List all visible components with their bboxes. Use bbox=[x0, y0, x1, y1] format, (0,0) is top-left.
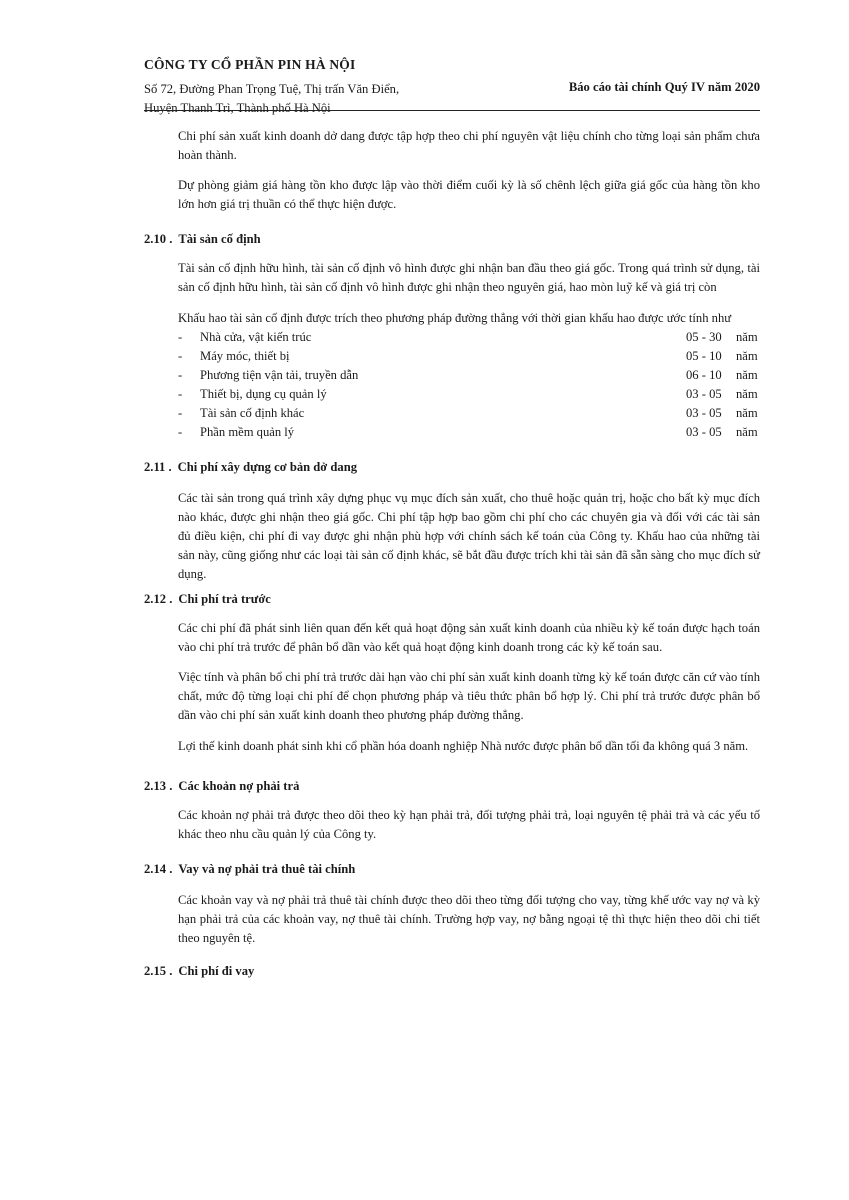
section-number: 2.15 . bbox=[144, 964, 173, 978]
depreciation-row bbox=[178, 347, 760, 366]
address-line-2: Huyện Thanh Trì, Thành phố Hà Nội bbox=[144, 101, 331, 115]
header-divider bbox=[144, 110, 760, 111]
report-title: Báo cáo tài chính Quý IV năm 2020 bbox=[568, 80, 760, 94]
useful-life-range: 03 - 05 bbox=[686, 406, 722, 420]
depreciation-row bbox=[178, 328, 760, 347]
depreciation-row bbox=[178, 404, 760, 423]
useful-life-range: 05 - 10 bbox=[686, 349, 722, 363]
useful-life-range: 03 - 05 bbox=[686, 425, 722, 439]
asset-category: Thiết bị, dụng cụ quản lý bbox=[200, 387, 327, 401]
paragraph-depreciation-intro: Khấu hao tài sản cố định được trích theo phương pháp đường thẳng với thời gian khấu hao được ước tính như bbox=[178, 311, 732, 325]
section-title: Chi phí đi vay bbox=[178, 964, 255, 978]
useful-life-unit: năm bbox=[736, 387, 758, 401]
useful-life-unit: năm bbox=[736, 330, 758, 344]
paragraph-prepaid-expenses: Các chi phí đã phát sinh liên quan đến kết quả hoạt động sản xuất kinh doanh của nhiều kỳ kế toán được hạch toán vào chi phí trả trước để phân bổ dần vào kết quả hoạt động kinh doanh trong các kỳ kế toán sau. bbox=[178, 621, 760, 654]
section-title: Các khoản nợ phải trả bbox=[178, 779, 300, 793]
depreciation-row bbox=[178, 366, 760, 385]
paragraph-loans-leases: Các khoản vay và nợ phải trả thuê tài chính được theo dõi theo từng đối tượng cho vay, từng khế ước vay nợ và kỳ hạn phải trả của các khoản vay, nợ thuê tài chính. Trường hợp vay, nợ bằng ngoại tệ thì thực hiện theo dõi chi tiết theo nguyên tệ. bbox=[178, 893, 760, 945]
address-line-1: Số 72, Đường Phan Trọng Tuệ, Thị trấn Văn Điển, bbox=[144, 82, 400, 96]
paragraph-goodwill: Lợi thế kinh doanh phát sinh khi cổ phần hóa doanh nghiệp Nhà nước được phân bổ dần tối đa không quá 3 năm. bbox=[178, 739, 749, 753]
asset-category: Nhà cửa, vật kiến trúc bbox=[200, 330, 312, 344]
useful-life-unit: năm bbox=[736, 425, 758, 439]
paragraph-payables: Các khoản nợ phải trả được theo dõi theo kỳ hạn phải trả, đối tượng phải trả, loại nguyên tệ phải trả và các yếu tố khác theo nhu cầu quản lý của Công ty. bbox=[178, 808, 760, 841]
section-number: 2.10 . bbox=[144, 232, 173, 246]
company-name: CÔNG TY CỔ PHẦN PIN HÀ NỘI bbox=[144, 57, 356, 72]
section-number: 2.12 . bbox=[144, 592, 173, 606]
useful-life-unit: năm bbox=[736, 349, 758, 363]
list-bullet: - bbox=[178, 406, 183, 420]
useful-life-range: 06 - 10 bbox=[686, 368, 722, 382]
useful-life-range: 03 - 05 bbox=[686, 387, 722, 401]
list-bullet: - bbox=[178, 330, 183, 344]
asset-category: Phần mềm quản lý bbox=[200, 425, 295, 439]
useful-life-unit: năm bbox=[736, 406, 758, 420]
section-heading-2-11 bbox=[144, 458, 357, 477]
section-title: Chi phí xây dựng cơ bản dở dang bbox=[177, 460, 358, 474]
list-bullet: - bbox=[178, 387, 183, 401]
paragraph-inventory-provision: Dự phòng giảm giá hàng tồn kho được lập vào thời điểm cuối kỳ là số chênh lệch giữa giá gốc của hàng tồn kho lớn hơn giá trị thuần có thể thực hiện được. bbox=[178, 178, 760, 211]
section-heading-2-14 bbox=[144, 860, 355, 879]
list-bullet: - bbox=[178, 368, 183, 382]
page-header bbox=[144, 55, 760, 118]
section-heading-2-10 bbox=[144, 230, 261, 249]
section-number: 2.13 . bbox=[144, 779, 173, 793]
section-title: Vay và nợ phải trả thuê tài chính bbox=[178, 862, 356, 876]
asset-category: Phương tiện vận tải, truyền dẫn bbox=[200, 368, 359, 382]
useful-life-range: 05 - 30 bbox=[686, 330, 722, 344]
paragraph-wip-costs: Chi phí sản xuất kinh doanh dở dang được tập hợp theo chi phí nguyên vật liệu chính cho từng loại sản phẩm chưa hoàn thành. bbox=[178, 129, 760, 162]
asset-category: Máy móc, thiết bị bbox=[200, 349, 290, 363]
section-heading-2-13 bbox=[144, 777, 299, 796]
depreciation-row bbox=[178, 385, 760, 404]
section-heading-2-15 bbox=[144, 962, 254, 981]
paragraph-prepaid-allocation: Việc tính và phân bổ chi phí trả trước dài hạn vào chi phí sản xuất kinh doanh từng kỳ kế toán được căn cứ vào tính chất, mức độ từng loại chi phí để chọn phương pháp và tiêu thức phân bổ hợp lý. Chi phí trả trước được phân bổ dần vào chi phí sản xuất kinh doanh theo phương pháp đường thẳng. bbox=[178, 670, 760, 722]
paragraph-fixed-assets: Tài sản cố định hữu hình, tài sản cố định vô hình được ghi nhận ban đầu theo giá gốc. Trong quá trình sử dụng, tài sản cố định hữu hình, tài sản cố định vô hình được ghi nhận theo nguyên giá, hao mòn luỹ kế và giá trị còn bbox=[178, 261, 760, 294]
section-title: Chi phí trả trước bbox=[178, 592, 271, 606]
paragraph-construction-in-progress: Các tài sản trong quá trình xây dựng phục vụ mục đích sản xuất, cho thuê hoặc quản trị, hoặc cho bất kỳ mục đích nào khác, được ghi nhận theo giá gốc. Chi phí tập hợp bao gồm chi phí cho các chuyên gia và đối với các tài sản đủ điều kiện, chi phí đi vay được ghi nhận phù hợp với chính sách kế toán của Công ty. Khấu hao của những tài sản này, cũng giống như các loại tài sản cố định khác, sẽ bắt đầu được trích khi tài sản đã sẵn sàng cho mục đích sử dụng. bbox=[178, 491, 760, 581]
useful-life-unit: năm bbox=[736, 368, 758, 382]
list-bullet: - bbox=[178, 425, 183, 439]
section-number: 2.11 . bbox=[144, 460, 172, 474]
depreciation-row bbox=[178, 423, 760, 442]
section-number: 2.14 . bbox=[144, 862, 173, 876]
section-heading-2-12 bbox=[144, 590, 271, 609]
section-title: Tài sản cố định bbox=[178, 232, 261, 246]
list-bullet: - bbox=[178, 349, 183, 363]
asset-category: Tài sản cố định khác bbox=[200, 406, 305, 420]
